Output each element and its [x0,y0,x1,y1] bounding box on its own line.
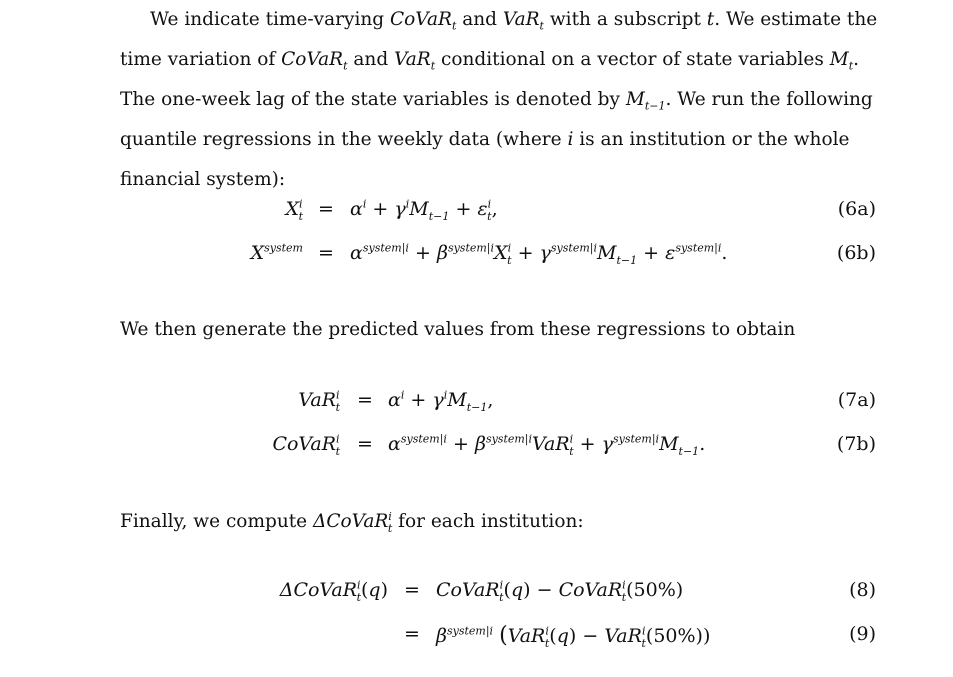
text-fragment: and [347,49,395,70]
eq-rhs: $\alpha^i + \gamma^iM_{t-1} + \varepsilon^i_t$, [350,197,498,223]
eq-rhs: $\beta^{system|i}$ (VaR$^i_t$(q) − VaR$^i_t$(50%)) [436,623,711,650]
var-symbol: VaR$_t$ [502,9,544,33]
eq-lhs: $X^i_t$ [285,197,303,223]
equation-7b [0,433,953,467]
m-symbol: $M_t$ [829,49,854,73]
i-symbol: i [567,129,574,150]
covar-symbol: CoVaR$_t$ [390,9,457,33]
eq-rhs: $\alpha^i + \gamma^iM_{t-1}$, [388,388,494,414]
eq-rhs: $\alpha^{system|i} + \beta^{system|i}VaR^i_t + \gamma^{system|i}M_{t-1}$. [388,432,706,458]
text-fragment: . The one-week lag of the state variables is denoted by [120,49,859,110]
equation-number: (6b) [836,242,876,264]
intro-paragraph [120,0,880,200]
eq-lhs: $X^{system}$ [250,241,303,264]
equals-sign: = [357,389,373,411]
text-fragment: Finally, we compute [120,511,314,532]
equals-sign: = [318,198,334,220]
equals-sign: = [318,242,334,264]
equals-sign: = [404,623,420,645]
finally-paragraph [120,502,880,542]
equation-number: (9) [849,623,876,645]
equals-sign: = [404,579,420,601]
var-symbol: VaR$_t$ [394,49,436,73]
text-fragment: conditional on a vector of state variables [435,49,830,70]
equation-6b [0,242,953,276]
equation-6a [0,198,953,232]
text-fragment: with a subscript [543,9,707,30]
eq-lhs: VaR$^i_t$ [298,388,340,414]
equals-sign: = [357,433,373,455]
text-fragment: for each institution: [392,511,584,532]
equation-number: (8) [849,579,876,601]
equation-number: (7a) [837,389,876,411]
m-lag-symbol: $M_{t-1}$ [625,89,666,113]
equation-number: (6a) [837,198,876,220]
predicted-values-paragraph: We then generate the predicted values from these regressions to obtain [120,319,796,340]
eq-rhs: CoVaR$^i_t$(q) − CoVaR$^i_t$(50%) [436,578,684,604]
equation-8 [0,579,953,613]
text-fragment: is an institution or the whole financial system): [120,129,850,190]
eq-lhs: CoVaR$^i_t$ [272,432,340,458]
t-symbol: t [706,9,715,30]
eq-lhs: ΔCoVaR$^i_t$(q) [279,578,388,604]
text-fragment: . We run the following quantile regressions in the weekly data (where [120,89,873,150]
text-fragment: and [456,9,503,30]
equation-9 [0,623,953,657]
covar-symbol: CoVaR$_t$ [281,49,348,73]
text-fragment: . We estimate the time variation of [120,9,878,70]
equation-7a [0,389,953,423]
equation-number: (7b) [836,433,876,455]
eq-rhs: $\alpha^{system|i} + \beta^{system|i}X^i_t + \gamma^{system|i}M_{t-1} + \varepsilon^{system|i}$. [350,241,728,267]
delta-covar-symbol: ΔCoVaR$^i_t$ [313,509,393,535]
text-fragment: We indicate time-varying [150,9,391,30]
